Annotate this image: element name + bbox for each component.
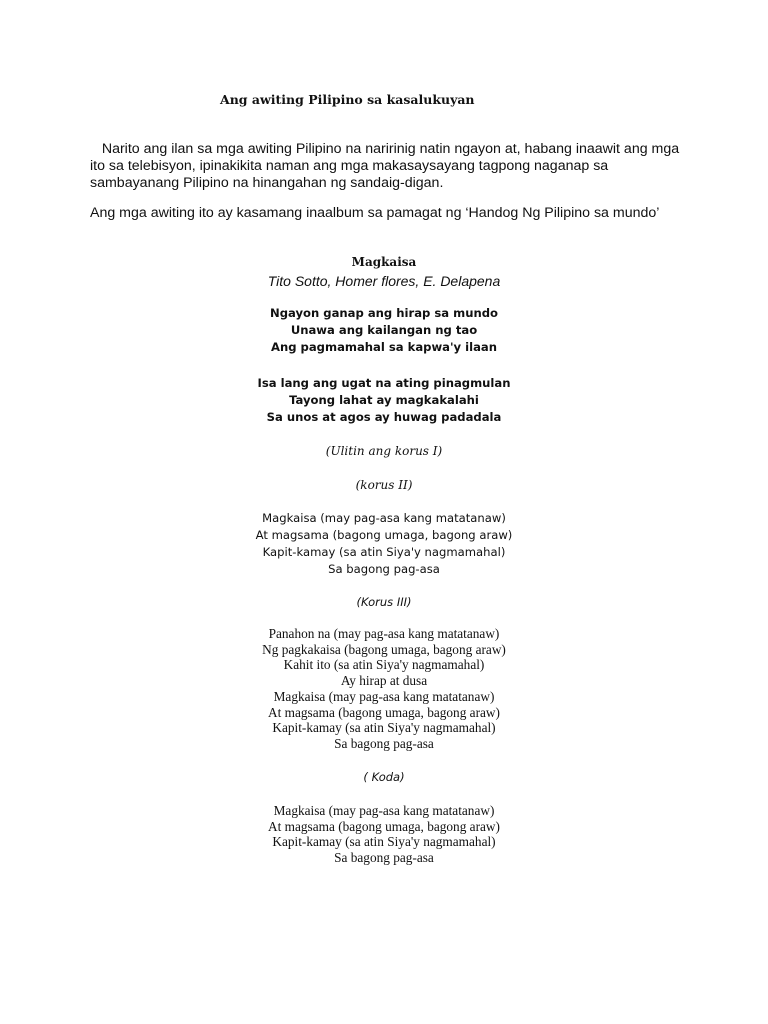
lyric-line: Ang pagmamahal sa kapwa'y ilaan (271, 340, 497, 354)
lyric-line: Kapit-kamay (sa atin Siya'y nagmamahal) (272, 720, 496, 736)
lyric-line: At magsama (bagong umaga, bagong araw) (268, 704, 500, 720)
lyric-line: Ay hirap at dusa (340, 673, 428, 689)
lyric-line: Ng pagkakaisa (bagong umaga, bagong araw) (262, 641, 506, 657)
intro-paragraph (90, 141, 690, 192)
album-note: Ang mga awiting ito ay kasamang inaalbum sa pamagat ng ‘Handog Ng Pilipino sa mundo’ (90, 205, 660, 221)
lyric-line: Sa bagong pag-asa (334, 735, 434, 751)
lyric-line: Sa bagong pag-asa (334, 850, 434, 866)
document-title: Ang awiting Pilipino sa kasalukuyan (220, 92, 475, 107)
repeat-chorus-label: (Ulitin ang korus I) (325, 444, 443, 458)
lyric-line: Magkaisa (may pag-asa kang matatanaw) (262, 511, 506, 525)
intro-line: Narito ang ilan sa mga awiting Pilipino na naririnig natin ngayon at, habang inaawit ang mga (90, 141, 680, 157)
lyric-line: Sa bagong pag-asa (328, 562, 440, 576)
lyric-line: Isa lang ang ugat na ating pinagmulan (257, 376, 511, 390)
lyric-line: At magsama (bagong umaga, bagong araw) (255, 528, 513, 542)
korus-3 (84, 626, 684, 752)
song-authors: Tito Sotto, Homer flores, E. Delapena (267, 273, 501, 289)
lyric-line: Kapit-kamay (sa atin Siya'y nagmamahal) (272, 834, 496, 850)
lyric-line: Magkaisa (may pag-asa kang matatanaw) (273, 688, 495, 704)
lyric-line: Magkaisa (may pag-asa kang matatanaw) (273, 803, 495, 818)
intro-line: ito sa telebisyon, ipinakikita naman ang mga makasaysayang tagpong naganap sa (90, 158, 609, 174)
korus-3-label: (Korus III) (356, 595, 412, 609)
lyric-line: Ngayon ganap ang hirap sa mundo (270, 306, 498, 320)
lyric-line: Tayong lahat ay magkakalahi (289, 393, 479, 407)
lyric-line: Unawa ang kailangan ng tao (290, 323, 478, 337)
koda (84, 803, 684, 866)
verse-2 (84, 375, 684, 426)
korus-2-label: (korus II) (355, 478, 413, 492)
lyric-line: Panahon na (may pag-asa kang matatanaw) (268, 626, 500, 641)
intro-line: sambayanang Pilipino na hinangahan ng sandaig-digan. (90, 175, 444, 191)
verse-1 (84, 305, 684, 356)
lyric-line: At magsama (bagong umaga, bagong araw) (268, 818, 500, 834)
koda-label: ( Koda) (363, 770, 405, 784)
lyric-line: Sa unos at agos ay huwag padadala (266, 410, 502, 424)
lyric-line: Kapit-kamay (sa atin Siya'y nagmamahal) (262, 545, 506, 559)
song-title: Magkaisa (351, 255, 417, 269)
lyric-line: Kahit ito (sa atin Siya'y nagmamahal) (283, 657, 485, 673)
korus-2 (84, 510, 684, 578)
